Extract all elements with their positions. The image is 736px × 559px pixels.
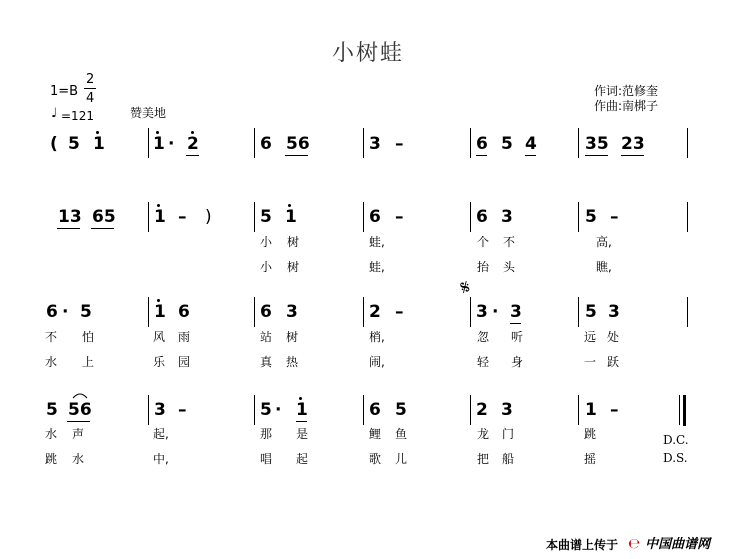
score-note: 1 [285, 207, 297, 227]
barline [254, 395, 255, 425]
lyric-syllable: 龙 [477, 427, 490, 441]
da-capo-marking: D.C. [663, 433, 689, 447]
final-barline-thick [683, 395, 686, 426]
score-dash: – [178, 400, 187, 420]
barline [363, 297, 364, 327]
score-note: ) [205, 207, 212, 227]
lyric-syllable: 风 [153, 330, 166, 344]
lyric-syllable: 上 [82, 355, 95, 369]
score-note: 56 [68, 400, 92, 420]
upload-caption: 本曲谱上传于 [546, 538, 619, 552]
barline [578, 297, 579, 327]
octave-dot [191, 131, 194, 134]
barline [148, 128, 149, 158]
lyric-syllable: 水 [45, 427, 58, 441]
lyric-syllable: 树 [286, 330, 299, 344]
lyric-syllable: 起 [296, 452, 309, 466]
score-note: 3 [608, 302, 620, 322]
score-note: · [62, 302, 69, 322]
lyric-syllable: 水 [72, 452, 85, 466]
lyric-syllable: 怕 [82, 330, 95, 344]
barline [363, 202, 364, 232]
score-note: 5 [260, 400, 272, 420]
underline [296, 421, 307, 422]
underline [67, 421, 90, 422]
octave-dot [96, 131, 99, 134]
score-note: 3 [510, 302, 522, 322]
score-note: 2 [187, 134, 199, 154]
lyric-syllable: 不 [45, 330, 58, 344]
underline [525, 155, 536, 156]
underline [91, 228, 114, 229]
lyric-syllable: 跳 [584, 427, 597, 441]
score-note: 5 [585, 302, 597, 322]
lyric-syllable: 鱼 [395, 427, 408, 441]
score-note: · [275, 400, 282, 420]
score-note: 3 [476, 302, 488, 322]
barline [254, 297, 255, 327]
underline [285, 155, 308, 156]
lyric-syllable: 跳 [45, 452, 58, 466]
lyric-syllable: 头 [503, 260, 516, 274]
score-dash: – [395, 302, 404, 322]
lyric-syllable: 听 [511, 330, 524, 344]
lyric-syllable: 蛙, [369, 260, 385, 274]
song-title: 小树蛙 [331, 41, 404, 66]
barline [470, 297, 471, 327]
score-note: 5 [80, 302, 92, 322]
slur-icon [72, 391, 88, 399]
lyric-syllable: 那 [260, 427, 273, 441]
score-note: 5 [501, 134, 513, 154]
score-note: 5 [395, 400, 407, 420]
score-note: 5 [260, 207, 272, 227]
score-note: · [168, 134, 175, 154]
lyric-syllable: 抬 [477, 260, 490, 274]
barline [254, 202, 255, 232]
score-note: 6 [260, 302, 272, 322]
score-note: 4 [525, 134, 537, 154]
lyric-syllable: 小 [260, 235, 273, 249]
score-note: 5 [68, 134, 80, 154]
score-note: 5 [46, 400, 58, 420]
lyric-syllable: 是 [296, 427, 309, 441]
barline [148, 395, 149, 425]
lyric-syllable: 真 [260, 355, 273, 369]
score-note: 2 [476, 400, 488, 420]
barline [363, 395, 364, 425]
barline [363, 128, 364, 158]
score-note: ( [50, 134, 58, 154]
lyric-syllable: 摇 [584, 452, 597, 466]
lyric-syllable: 个 [477, 235, 490, 249]
lyric-syllable: 蛙, [369, 235, 385, 249]
site-logo[interactable] [628, 533, 710, 552]
logo-icon: ℮ [628, 536, 640, 552]
score-dash: – [610, 400, 619, 420]
score-note: 23 [621, 134, 645, 154]
lyric-syllable: 起, [153, 427, 169, 441]
final-barline-thin [679, 395, 680, 425]
score-note: 13 [58, 207, 82, 227]
lyric-syllable: 处 [607, 330, 620, 344]
barline [470, 202, 471, 232]
underline [476, 155, 487, 156]
octave-dot [288, 204, 291, 207]
score-dash: – [610, 207, 619, 227]
score-note: 1 [296, 400, 308, 420]
lyric-syllable: 园 [178, 355, 191, 369]
score-note: 1 [154, 207, 166, 227]
score-note: 3 [154, 400, 166, 420]
barline [687, 128, 688, 158]
score-dash: – [178, 207, 187, 227]
underline [510, 323, 521, 324]
time-signature-line [84, 88, 96, 89]
barline [578, 128, 579, 158]
score-note: · [492, 302, 499, 322]
lyric-syllable: 小 [260, 260, 273, 274]
lyric-syllable: 梢, [369, 330, 385, 344]
score-note: 6 [369, 207, 381, 227]
lyric-syllable: 门 [502, 427, 515, 441]
lyric-syllable: 热 [286, 355, 299, 369]
lyric-syllable: 身 [511, 355, 524, 369]
lyric-syllable: 水 [45, 355, 58, 369]
lyric-syllable: 歌 [369, 452, 382, 466]
score-note: 6 [178, 302, 190, 322]
barline [470, 395, 471, 425]
score-note: 35 [585, 134, 609, 154]
score-note: 2 [369, 302, 381, 322]
lyric-syllable: 雨 [178, 330, 191, 344]
dal-segno-marking: D.S. [663, 451, 688, 465]
lyric-syllable: 跃 [607, 355, 620, 369]
octave-dot [156, 131, 159, 134]
lyric-syllable: 瞧, [596, 260, 612, 274]
barline [578, 202, 579, 232]
score-dash: – [395, 207, 404, 227]
time-signature-bottom: 4 [86, 91, 95, 106]
lyric-syllable: 不 [503, 235, 516, 249]
barline [687, 202, 688, 232]
score-note: 3 [501, 207, 513, 227]
lyric-syllable: 鲤 [369, 427, 382, 441]
tempo-marking: =121 [61, 109, 94, 123]
barline [148, 202, 149, 232]
underline [621, 155, 644, 156]
lyric-syllable: 把 [477, 452, 490, 466]
lyric-syllable: 唱 [260, 452, 273, 466]
barline [687, 297, 688, 327]
lyric-syllable: 乐 [153, 355, 166, 369]
octave-dot [157, 204, 160, 207]
barline [254, 128, 255, 158]
lyric-syllable: 闹, [369, 355, 385, 369]
score-note: 6 [476, 134, 488, 154]
score-note: 3 [286, 302, 298, 322]
composer-credit: 作曲:南梆子 [594, 99, 659, 113]
lyric-syllable: 高, [596, 235, 612, 249]
key-signature: 1=B [50, 84, 79, 99]
barline [578, 395, 579, 425]
score-note: 6 [46, 302, 58, 322]
lyric-syllable: 树 [287, 235, 300, 249]
score-note: 1 [585, 400, 597, 420]
lyric-syllable: 树 [287, 260, 300, 274]
lyric-syllable: 一 [584, 355, 597, 369]
lyric-syllable: 儿 [395, 452, 408, 466]
barline [470, 128, 471, 158]
underline [186, 155, 199, 156]
lyric-syllable: 站 [260, 330, 273, 344]
underline [57, 228, 80, 229]
lyricist-credit: 作词:范修奎 [594, 84, 659, 98]
time-signature-top: 2 [86, 72, 95, 87]
score-note: 1 [153, 134, 165, 154]
score-note: 6 [260, 134, 272, 154]
score-note: 3 [501, 400, 513, 420]
lyric-syllable: 轻 [477, 355, 490, 369]
lyric-syllable: 声 [72, 427, 85, 441]
site-name: 中国曲谱网 [645, 537, 711, 552]
quarter-note-icon: ♩ [51, 106, 58, 121]
underline [585, 155, 608, 156]
expression-marking: 赞美地 [130, 106, 167, 120]
lyric-syllable: 远 [584, 330, 597, 344]
octave-dot [299, 397, 302, 400]
score-dash: – [395, 134, 404, 154]
lyric-syllable: 中, [153, 452, 169, 466]
score-note: 6 [369, 400, 381, 420]
score-note: 6 [476, 207, 488, 227]
lyric-syllable: 船 [502, 452, 515, 466]
score-note: 1 [154, 302, 166, 322]
score-note: 5 [585, 207, 597, 227]
octave-dot [157, 299, 160, 302]
segno-icon: 𝄋 [457, 274, 474, 300]
score-note: 56 [286, 134, 310, 154]
barline [148, 297, 149, 327]
score-note: 1 [93, 134, 105, 154]
score-note: 3 [369, 134, 381, 154]
lyric-syllable: 忽 [477, 330, 490, 344]
score-note: 65 [92, 207, 116, 227]
